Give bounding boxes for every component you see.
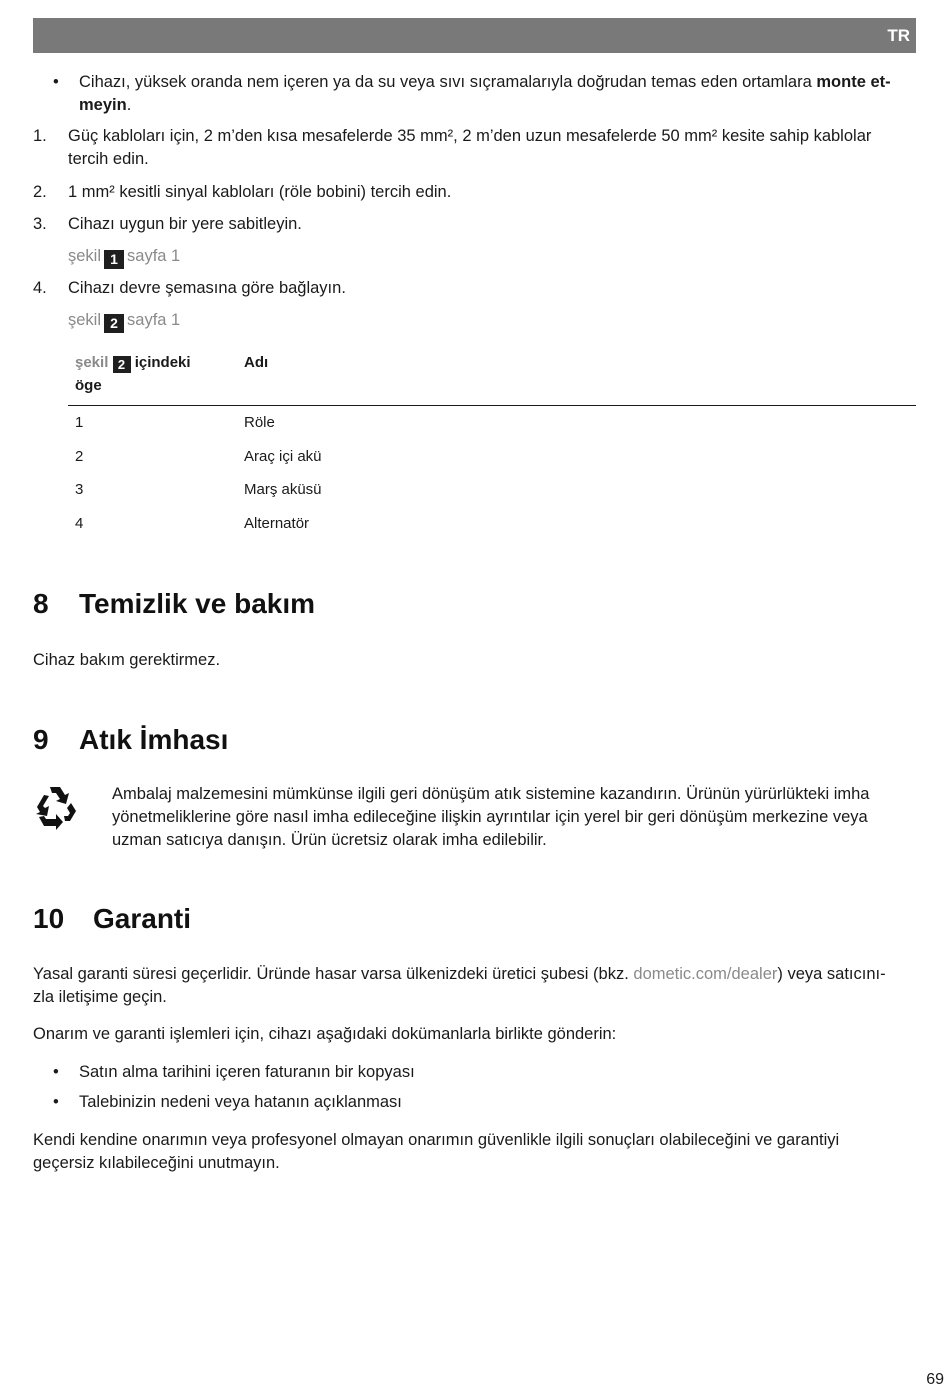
figure-ref-page: sayfa 1	[127, 247, 181, 265]
table-row	[68, 406, 916, 440]
section-heading-8	[33, 587, 315, 621]
table-cell-item: 4	[75, 514, 84, 532]
table-cell-item: 2	[75, 447, 84, 465]
list-item: Satın alma tarihini içeren faturanın bir kopyası	[79, 1063, 415, 1081]
table-cell-name: Alternatör	[244, 514, 310, 532]
step-number: 3.	[33, 215, 47, 233]
section-9-text: yönetmeliklerine göre nasıl imha edileceğine ilişkin ayrıntılar için yerel bir geri dönüşüm merkezine veya	[112, 808, 868, 826]
language-code: TR	[887, 26, 910, 45]
figure-number-badge: 2	[113, 356, 131, 373]
column-header-text: içindeki	[130, 354, 191, 371]
table-cell-name: Röle	[244, 414, 275, 432]
section-number: 9	[33, 724, 49, 755]
table-cell-name: Araç içi akü	[244, 447, 322, 465]
section-title: Atık İmhası	[79, 724, 229, 755]
figure-ref-label: şekil	[68, 247, 102, 265]
intro-bullet-text: Cihazı, yüksek oranda nem içeren ya da su veya sıvı sıçramalarıyla doğrudan temas eden ortamlara	[79, 73, 817, 91]
section-heading-9	[33, 723, 228, 757]
table-header-row	[68, 348, 916, 406]
page-number: 69	[926, 1371, 944, 1388]
step-number: 4.	[33, 279, 47, 297]
step-1	[68, 125, 916, 171]
intro-bullet-end: .	[126, 96, 132, 114]
figure-ref-label: şekil	[68, 311, 102, 329]
section-10-paragraph-3	[33, 1129, 916, 1175]
paragraph-text-cont: zla iletişime geçin.	[33, 988, 167, 1006]
paragraph-text-cont: geçersiz kılabileceğini unutmayın.	[33, 1154, 280, 1172]
figure-number-badge: 1	[104, 250, 124, 269]
section-10-paragraph-1	[33, 963, 916, 1009]
table-cell-item: 1	[75, 414, 84, 432]
bullet-marker: •	[53, 73, 59, 91]
step-1-text: Güç kabloları için, 2 m’den kısa mesafelerde 35 mm², 2 m’den uzun mesafelerde 50 mm² kesite sahip kablolar	[68, 127, 872, 145]
section-10-paragraph-2: Onarım ve garanti işlemleri için, cihazı aşağıdaki dokümanlarla birlikte gönderin:	[33, 1025, 617, 1043]
step-4: Cihazı devre şemasına göre bağlayın.	[68, 279, 346, 297]
intro-bullet-bold: monte et-	[816, 73, 891, 91]
step-2: 1 mm² kesitli sinyal kabloları (röle bobini) tercih edin.	[68, 183, 452, 201]
step-3: Cihazı uygun bir yere sabitleyin.	[68, 215, 302, 233]
column-header-ref: şekil	[75, 354, 109, 371]
section-9-body	[112, 783, 916, 852]
section-heading-10	[33, 902, 191, 936]
table-row	[68, 507, 916, 541]
header-bar	[33, 18, 916, 53]
intro-bullet-bold-cont: meyin	[79, 96, 127, 114]
section-number: 8	[33, 588, 49, 619]
step-1-text-cont: tercih edin.	[68, 150, 149, 168]
section-number: 10	[33, 903, 65, 934]
paragraph-text: Yasal garanti süresi geçerlidir. Üründe hasar varsa ülkenizdeki üretici şubesi (bkz.	[33, 965, 634, 983]
section-9-text: uzman satıcıya danışın. Ürün ücretsiz olarak imha edilebilir.	[112, 831, 547, 849]
step-number: 1.	[33, 127, 47, 145]
list-item: Talebinizin nedeni veya hatanın açıklanması	[79, 1093, 402, 1111]
section-9-text: Ambalaj malzemesini mümkünse ilgili geri dönüşüm atık sistemine kazandırın. Ürünün yürürlükteki imha	[112, 785, 870, 803]
paragraph-text: ) veya satıcını-	[777, 965, 886, 983]
recycle-icon	[31, 783, 79, 831]
column-header-text-cont: öge	[75, 377, 102, 394]
figure-number-badge: 2	[104, 314, 124, 333]
step-number: 2.	[33, 183, 47, 201]
figure-reference	[68, 245, 180, 269]
section-title: Temizlik ve bakım	[79, 588, 316, 619]
paragraph-text: Kendi kendine onarımın veya profesyonel olmayan onarımın güvenlikle ilgili sonuçları olabileceğini ve garantiyi	[33, 1131, 840, 1149]
table-cell-name: Marş aküsü	[244, 481, 322, 499]
column-header-item	[68, 348, 237, 406]
section-title: Garanti	[93, 903, 192, 934]
section-8-body: Cihaz bakım gerektirmez.	[33, 651, 221, 669]
column-header-name: Adı	[237, 348, 916, 406]
table-cell-item: 3	[75, 481, 84, 499]
bullet-marker: •	[53, 1063, 59, 1081]
intro-bullet	[79, 71, 916, 117]
table-row	[68, 440, 916, 474]
figure-reference	[68, 309, 180, 333]
figure-ref-page: sayfa 1	[127, 311, 181, 329]
bullet-marker: •	[53, 1093, 59, 1111]
dealer-link[interactable]: dometic.com/dealer	[633, 965, 778, 983]
parts-table	[68, 348, 916, 540]
table-row	[68, 473, 916, 507]
